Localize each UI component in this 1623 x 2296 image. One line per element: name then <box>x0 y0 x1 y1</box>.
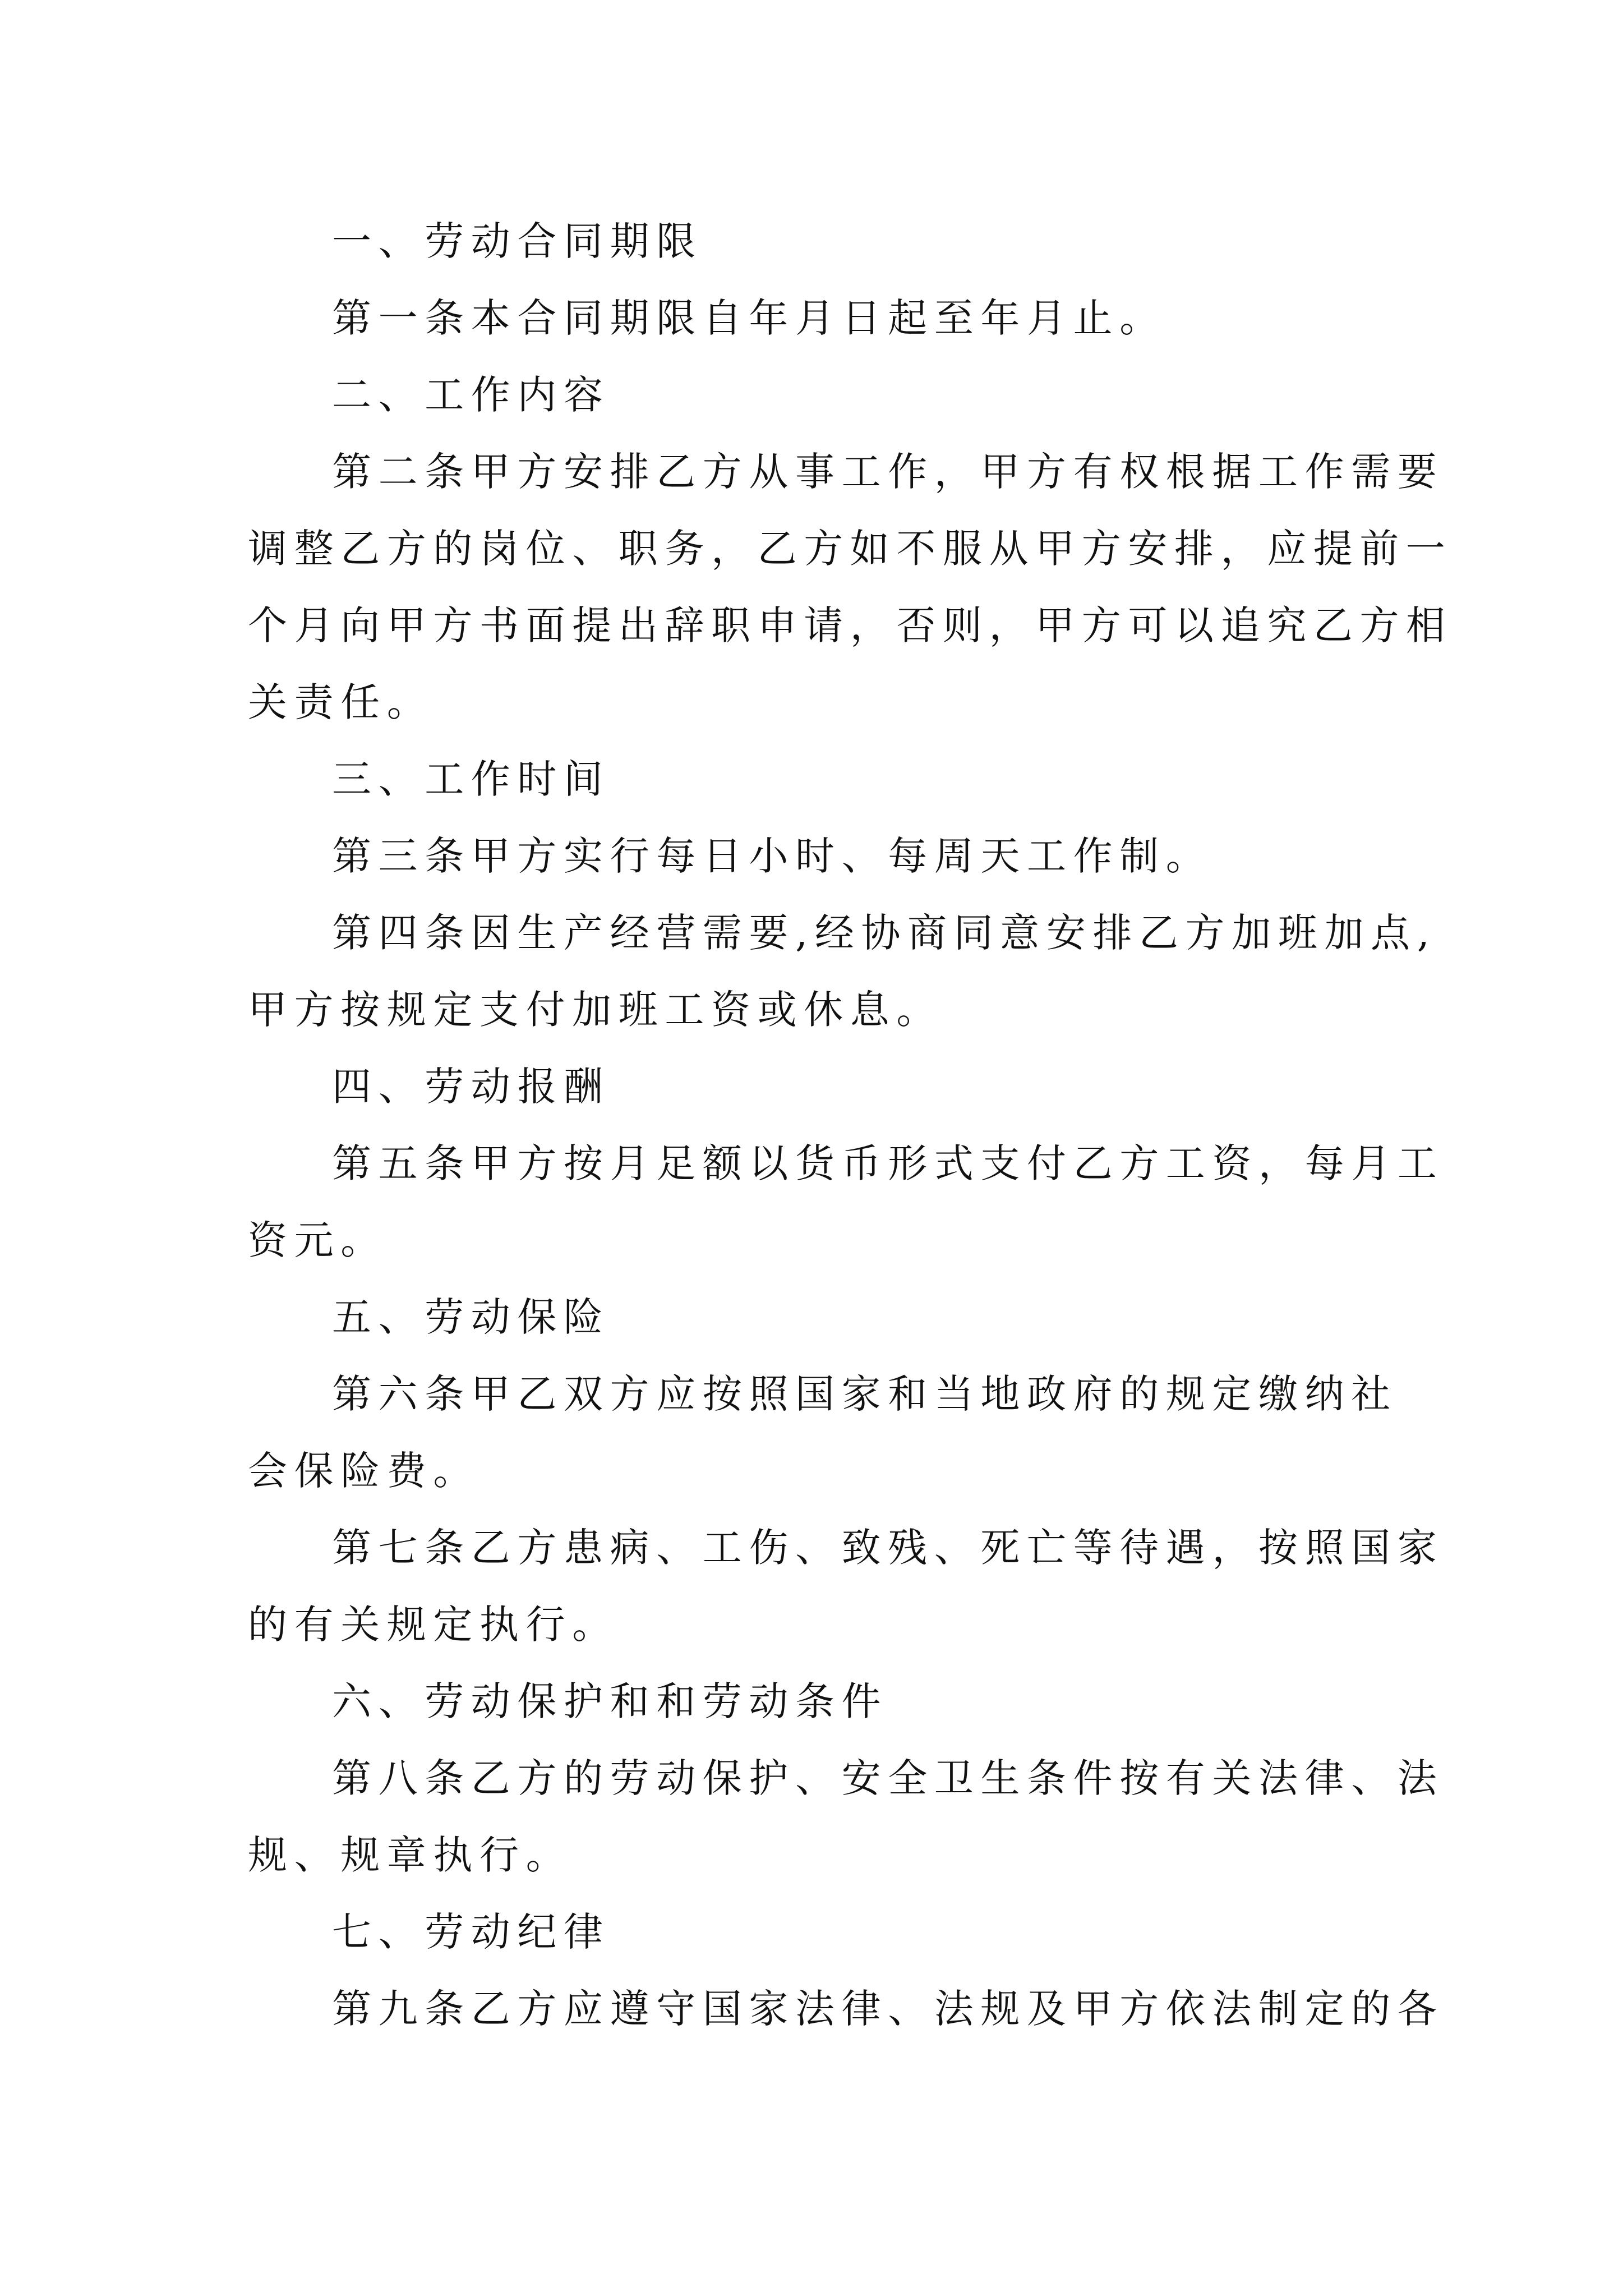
document-body <box>248 212 1453 2056</box>
paragraph-line: 会保险费。 <box>248 1448 479 1494</box>
paragraph <box>248 1749 1444 1903</box>
paragraph-line: 第八条乙方的劳动保护、安全卫生条件按有关法律、法 <box>332 1755 1444 1801</box>
paragraph-line: 第二条甲方安排乙方从事工作，甲方有权根据工作需要 <box>332 449 1444 495</box>
paragraph <box>248 1134 1444 1288</box>
paragraph-line: 资元。 <box>248 1217 387 1263</box>
paragraph-line: 第七条乙方患病、工伤、致残、死亡等待遇，按照国家 <box>332 1525 1444 1571</box>
section-heading: 七、劳动纪律 <box>332 1909 610 1955</box>
paragraph-line: 甲方按规定支付加班工资或休息。 <box>248 987 943 1033</box>
paragraph <box>248 1365 1398 1519</box>
paragraph-line: 的有关规定执行。 <box>248 1602 619 1648</box>
paragraph-line: 规、规章执行。 <box>248 1832 573 1878</box>
section-heading: 二、工作内容 <box>332 372 610 418</box>
paragraph-line: 第九条乙方应遵守国家法律、法规及甲方依法制定的各 <box>332 1986 1444 2032</box>
paragraph-line: 个月向甲方书面提出辞职申请，否则，甲方可以追究乙方相 <box>248 602 1453 648</box>
section-heading: 一、劳动合同期限 <box>332 218 703 264</box>
paragraph-line: 调整乙方的岗位、职务，乙方如不服从甲方安排，应提前一 <box>248 526 1453 572</box>
paragraph <box>248 1519 1444 1672</box>
paragraph-line: 第四条因生产经营需要,经协商同意安排乙方加班加点, <box>332 910 1437 956</box>
paragraph-line: 第六条甲乙双方应按照国家和当地政府的规定缴纳社 <box>332 1371 1398 1417</box>
paragraph <box>248 443 1453 750</box>
paragraph-line: 关责任。 <box>248 679 434 725</box>
section-heading: 四、劳动报酬 <box>332 1064 610 1110</box>
paragraph-line: 第一条本合同期限自年月日起至年月止。 <box>332 295 1166 341</box>
paragraph-line: 第三条甲方实行每日小时、每周天工作制。 <box>332 833 1212 879</box>
paragraph-line: 第五条甲方按月足额以货币形式支付乙方工资，每月工 <box>332 1140 1444 1186</box>
section-heading: 五、劳动保险 <box>332 1294 610 1340</box>
paragraph <box>248 904 1437 1057</box>
section-heading: 三、工作时间 <box>332 756 610 802</box>
section-heading: 六、劳动保护和和劳动条件 <box>332 1678 888 1724</box>
